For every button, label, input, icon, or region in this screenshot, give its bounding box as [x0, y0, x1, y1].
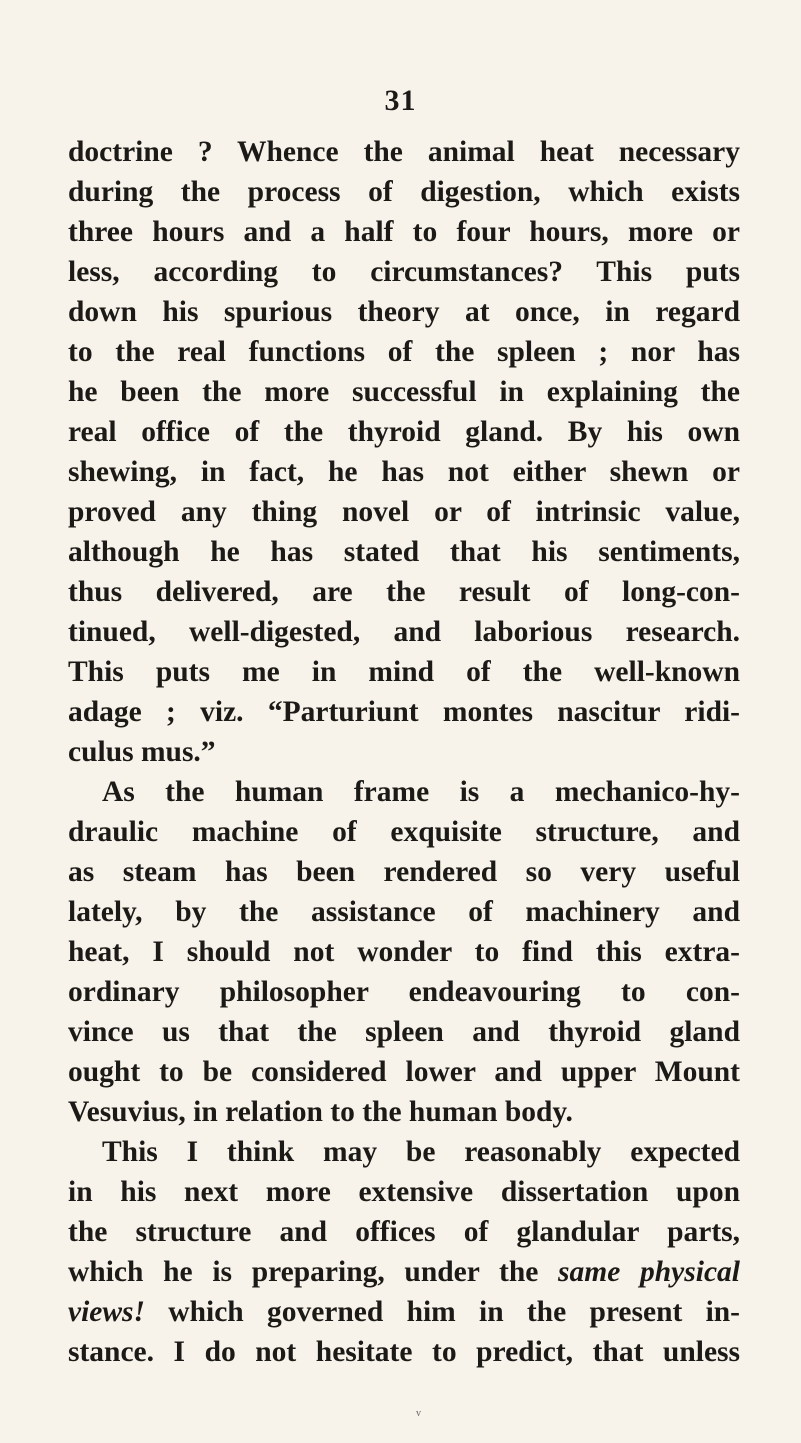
paragraph-start-line: This I think may be reasonably expected — [102, 1136, 740, 1168]
italic-phrase: same physical — [558, 1256, 740, 1288]
page-number: 31 — [384, 84, 417, 117]
italic-phrase: views! — [68, 1296, 146, 1328]
text-line: This puts me in mind of the well-known — [68, 656, 740, 688]
text-line: culus mus.” — [68, 736, 216, 768]
text-line-with-italic — [68, 1292, 740, 1332]
text-line: heat, I should not wonder to find this extra- — [68, 936, 740, 968]
text-line: doctrine ? Whence the animal heat necessary — [68, 136, 740, 168]
text-line: the structure and offices of glandular parts, — [68, 1216, 740, 1248]
text-line: three hours and a half to four hours, more or — [68, 216, 740, 248]
text-line: tinued, well-digested, and laborious research. — [68, 616, 740, 648]
text-line: proved any thing novel or of intrinsic value, — [68, 496, 740, 528]
text-line: as steam has been rendered so very useful — [68, 856, 740, 888]
text-line: ought to be considered lower and upper Mount — [68, 1056, 740, 1088]
text-line: during the process of digestion, which exists — [68, 176, 740, 208]
text-line: in his next more extensive dissertation upon — [68, 1176, 740, 1208]
text-line: thus delivered, are the result of long-con- — [68, 576, 740, 608]
footer-mark: v — [416, 1408, 421, 1419]
text-line: Vesuvius, in relation to the human body. — [68, 1096, 573, 1128]
body-text — [68, 132, 740, 1372]
text-line: he been the more successful in explaining the — [68, 376, 740, 408]
text-line-with-italic — [68, 1252, 740, 1292]
text-line: lately, by the assistance of machinery and — [68, 896, 740, 928]
text-line: shewing, in fact, he has not either shewn or — [68, 456, 740, 488]
text-line: real office of the thyroid gland. By his own — [68, 416, 740, 448]
text-line: less, according to circumstances? This puts — [68, 256, 740, 288]
text-segment: which governed him in the present in- — [168, 1296, 740, 1328]
paragraph-start-line: As the human frame is a mechanico-hy- — [102, 776, 740, 808]
text-line: down his spurious theory at once, in regard — [68, 296, 740, 328]
text-line: to the real functions of the spleen ; nor has — [68, 336, 740, 368]
text-line: vince us that the spleen and thyroid gland — [68, 1016, 740, 1048]
text-line: draulic machine of exquisite structure, and — [68, 816, 740, 848]
text-line: stance. I do not hesitate to predict, that unless — [68, 1336, 740, 1368]
text-segment: which he is preparing, under the — [68, 1256, 539, 1288]
text-line: adage ; viz. “Parturiunt montes nascitur ridi- — [68, 696, 740, 728]
text-line: ordinary philosopher endeavouring to con- — [68, 976, 740, 1008]
text-line: although he has stated that his sentiments, — [68, 536, 740, 568]
